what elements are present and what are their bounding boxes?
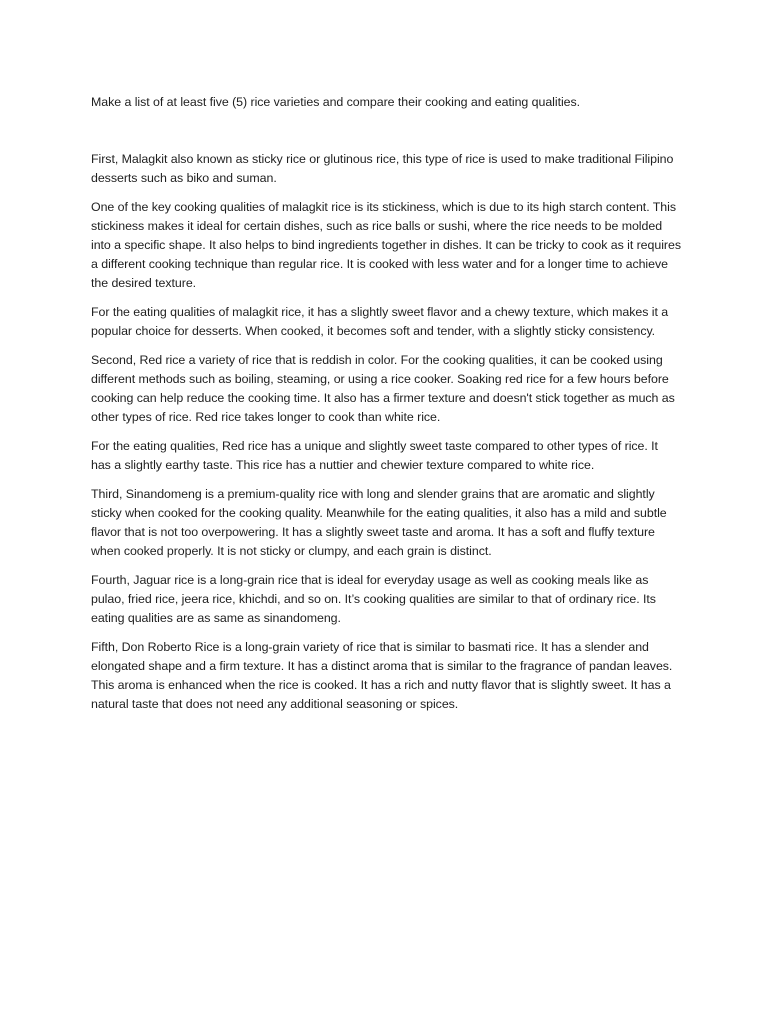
paragraph-malagkit-intro: First, Malagkit also known as sticky rice or glutinous rice, this type of rice is used to make traditional Filipino desserts such as biko and suman. bbox=[91, 152, 674, 185]
paragraph-don-roberto-rice: Fifth, Don Roberto Rice is a long-grain variety of rice that is similar to basmati rice. It has a slender and elongated shape and a firm texture. It has a distinct aroma that is similar to the fragrance of pandan leaves. This aroma is enhanced when the rice is cooked. It has a rich and nutty flavor that is slightly sweet. It has a natural taste that does not need any additional seasoning or spices. bbox=[91, 640, 673, 711]
assignment-prompt: Make a list of at least five (5) rice varieties and compare their cooking and eating qualities. bbox=[91, 95, 581, 109]
paragraph-malagkit-eating: For the eating qualities of malagkit rice, it has a slightly sweet flavor and a chewy texture, which makes it a popular choice for desserts. When cooked, it becomes soft and tender, with a slightly sticky consistency. bbox=[91, 305, 669, 338]
paragraph-red-rice-eating: For the eating qualities, Red rice has a unique and slightly sweet taste compared to other types of rice. It has a slightly earthy taste. This rice has a nuttier and chewier texture compared to white rice. bbox=[91, 439, 658, 472]
document-body bbox=[91, 93, 681, 724]
paragraph-red-rice-cooking: Second, Red rice a variety of rice that is reddish in color. For the cooking qualities, it can be cooked using different methods such as boiling, steaming, or using a rice cooker. Soaking red rice for a few hours before cooking can help reduce the cooking time. It also has a firmer texture and doesn't stick together as much as other types of rice. Red rice takes longer to cook than white rice. bbox=[91, 353, 675, 424]
paragraph-sinandomeng: Third, Sinandomeng is a premium-quality rice with long and slender grains that are aromatic and slightly sticky when cooked for the cooking quality. Meanwhile for the eating qualities, it also has a mild and subtle flavor that is not too overpowering. It has a slightly sweet taste and aroma. It has a soft and fluffy texture when cooked properly. It is not sticky or clumpy, and each grain is distinct. bbox=[91, 487, 667, 558]
paragraph-jaguar-rice: Fourth, Jaguar rice is a long-grain rice that is ideal for everyday usage as well as cooking meals like as pulao, fried rice, jeera rice, khichdi, and so on. It’s cooking qualities are similar to that of ordinary rice. Its eating qualities are as same as sinandomeng. bbox=[91, 573, 656, 625]
paragraph-malagkit-cooking: One of the key cooking qualities of malagkit rice is its stickiness, which is due to its high starch content. This stickiness makes it ideal for certain dishes, such as rice balls or sushi, where the rice needs to be molded into a specific shape. It also helps to bind ingredients together in dishes. It can be tricky to cook as it requires a different cooking technique than regular rice. It is cooked with less water and for a longer time to achieve the desired texture. bbox=[91, 200, 681, 290]
